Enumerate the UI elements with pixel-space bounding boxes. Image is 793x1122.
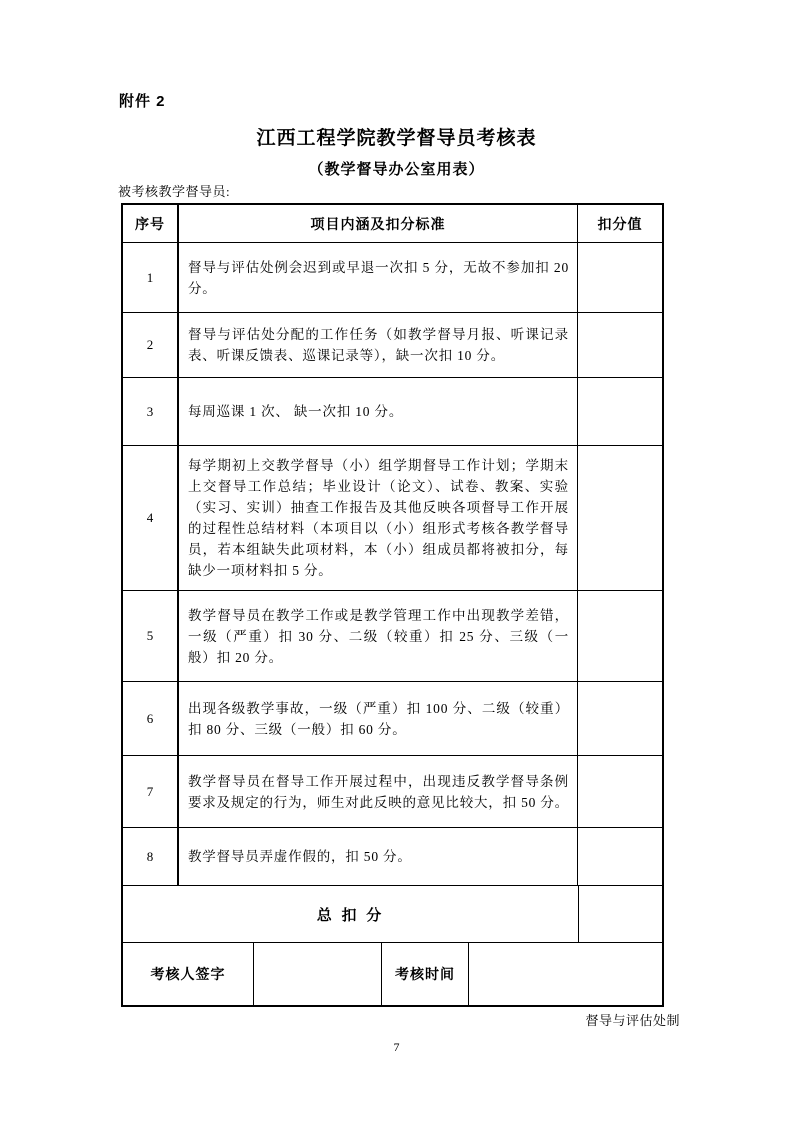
row-number-cell: 4 [146, 510, 154, 525]
attachment-label: 附件 2 [119, 93, 166, 110]
deduction-value-cell [577, 682, 662, 755]
deduction-value-cell [577, 756, 662, 827]
header-cell-criteria: 项目内涵及扣分标准 [177, 205, 577, 242]
row-number-cell: 6 [146, 710, 154, 726]
assessment-table [121, 203, 664, 1007]
criteria-cell [177, 591, 577, 681]
criteria-cell [177, 756, 577, 827]
signature-row [123, 942, 662, 1005]
deduction-value-cell [577, 243, 662, 312]
criteria-cell [177, 313, 577, 377]
criteria-cell [177, 378, 577, 445]
criteria-cell [177, 828, 577, 885]
header-cell-no: 序号 [135, 217, 165, 233]
criteria-cell [177, 243, 577, 312]
criteria-text: 教学督导员在督导工作开展过程中，出现违反教学督导条例要求及规定的行为，师生对此反映的意见比较大，扣 50 分。 [188, 773, 569, 810]
page-title: 江西工程学院教学督导员考核表 [256, 128, 537, 149]
criteria-text: 教学督导员在教学工作或是教学管理工作中出现教学差错，一级（严重）扣 30 分、二级（较重）扣 25 分、三级（一般）扣 20 分。 [188, 607, 569, 665]
deduction-value-cell [577, 446, 662, 590]
table-row [123, 681, 662, 755]
assessor-signature-field [253, 943, 381, 1005]
criteria-text: 教学督导员弄虚作假的，扣 50 分。 [188, 849, 412, 864]
total-label-cell: 总 扣 分 [316, 907, 385, 924]
criteria-text: 督导与评估处例会迟到或早退一次扣 5 分，无故不参加扣 20 分。 [188, 259, 569, 296]
criteria-text: 每学期初上交教学督导（小）组学期督导工作计划；学期末上交督导工作总结；毕业设计（论文）、试卷、教案、实验（实习、实训）抽查工作报告及其他反映各项督导工作开展的过程性总结材料（本项目以（小）组形式考核各教学督导员，若本组缺失此项材料，本（小）组成员都将被扣分，每缺少一项材料扣 5 分。 [188, 458, 569, 578]
criteria-text: 督导与评估处分配的工作任务（如教学督导月报、听课记录表、听课反馈表、巡课记录等），缺一次扣 10 分。 [188, 327, 569, 363]
header-cell-deduction: 扣分值 [577, 205, 662, 242]
table-row [123, 827, 662, 885]
total-value-cell [578, 886, 662, 942]
footer-note: 督导与评估处制 [585, 1013, 680, 1028]
page-subtitle: （教学督导办公室用表） [308, 161, 485, 178]
page-number: 7 [393, 1040, 400, 1054]
row-number-cell: 5 [146, 628, 154, 643]
row-number-cell: 8 [146, 848, 154, 864]
row-number-cell: 7 [146, 783, 154, 799]
criteria-cell [177, 682, 577, 755]
table-row [123, 755, 662, 827]
assessment-time-label: 考核时间 [381, 943, 468, 1005]
table-row [123, 242, 662, 312]
row-number-cell: 2 [146, 337, 154, 352]
deduction-value-cell [577, 378, 662, 445]
assessment-time-field [468, 943, 662, 1005]
assessee-label: 被考核教学督导员: [118, 184, 231, 199]
deduction-value-cell [577, 828, 662, 885]
row-number-cell: 3 [146, 403, 154, 419]
criteria-text: 每周巡课 1 次、 缺一次扣 10 分。 [188, 404, 404, 419]
criteria-text: 出现各级教学事故，一级（严重）扣 100 分、二级（较重）扣 80 分、三级（一般）扣 60 分。 [188, 700, 569, 737]
table-row [123, 377, 662, 445]
row-number-cell: 1 [146, 269, 154, 285]
table-row [123, 445, 662, 590]
table-header-row [123, 205, 662, 242]
deduction-value-cell [577, 591, 662, 681]
deduction-value-cell [577, 313, 662, 377]
table-row [123, 312, 662, 377]
criteria-cell [177, 446, 577, 590]
table-row [123, 590, 662, 681]
assessor-signature-label: 考核人签字 [150, 968, 226, 983]
total-row [123, 885, 662, 942]
